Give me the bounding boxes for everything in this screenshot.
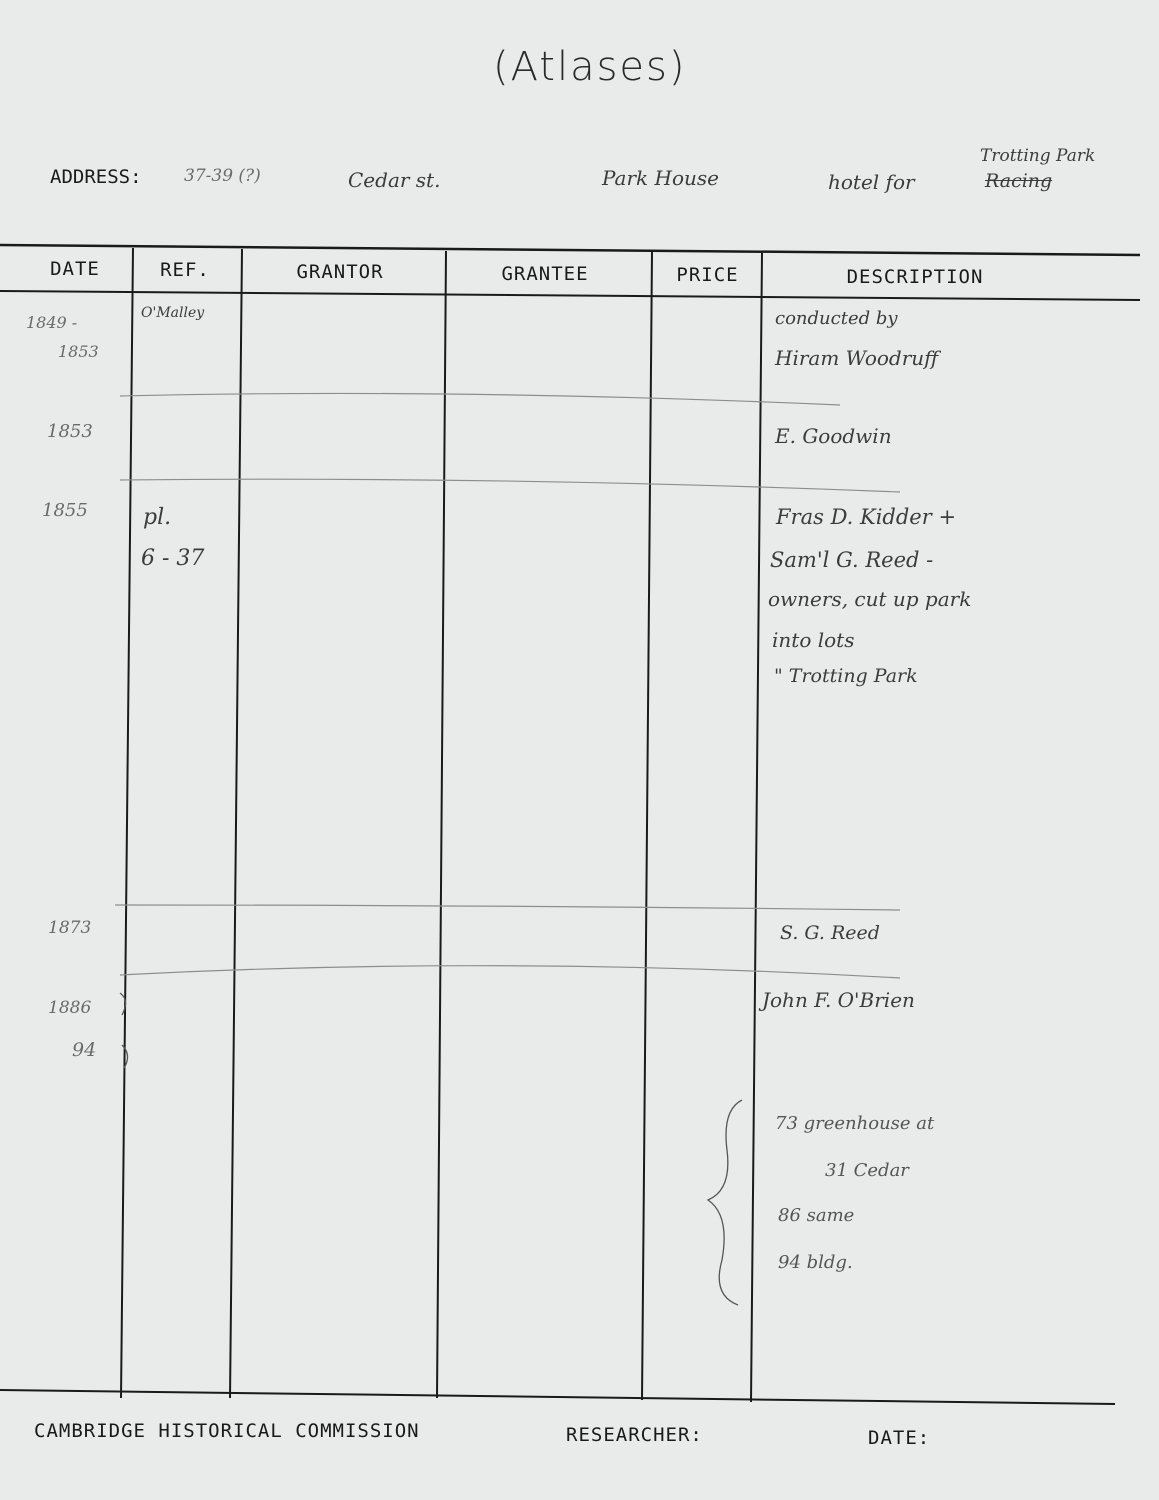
column-header-grantee: GRANTEE [501,263,589,285]
date-label: DATE: [868,1427,931,1449]
researcher-label: RESEARCHER: [566,1424,703,1446]
note-line: 94 bldg. [778,1252,853,1273]
entry-description: conducted by [775,308,898,329]
entry-description: John F. O'Brien [762,988,915,1012]
address-note-struck: Racing [985,170,1053,192]
column-header-date: DATE [50,258,100,280]
entry-ref: pl. [143,505,172,530]
address-building-name: Park House [602,166,719,190]
address-street: Cedar st. [348,168,441,192]
entry-date: 1853 [58,342,99,361]
entry-date: 1873 [48,918,92,938]
column-header-grantor: GRANTOR [296,261,384,283]
entry-date: 94 [72,1039,97,1061]
address-label: ADDRESS: [50,166,142,188]
column-header-ref: REF. [160,259,210,281]
page-title: (Atlases) [493,44,687,90]
note-line: 86 same [778,1205,855,1226]
column-header-description: DESCRIPTION [846,266,984,288]
entry-description: Sam'l G. Reed - [770,548,934,572]
address-number: 37-39 (?) [184,166,261,186]
organization-name: CAMBRIDGE HISTORICAL COMMISSION [34,1420,420,1442]
entry-ref: 6 - 37 [141,546,205,571]
entry-description: E. Goodwin [775,424,892,448]
entry-ref: O'Malley [141,305,205,321]
address-note: hotel for [828,170,915,194]
entry-description: Fras D. Kidder + [776,505,957,529]
entry-description: into lots [772,628,855,652]
address-note-insert: Trotting Park [980,146,1096,166]
entry-date: 1849 - [26,313,78,332]
entry-description: " Trotting Park [774,665,918,687]
entry-description: Hiram Woodruff [775,346,939,370]
entry-description: S. G. Reed [780,922,880,944]
entry-date: 1855 [42,500,88,521]
note-line: 31 Cedar [825,1160,909,1181]
entry-date: 1853 [47,421,93,442]
note-line: 73 greenhouse at [775,1113,935,1134]
entry-date: 1886 [48,998,92,1018]
entry-description: owners, cut up park [768,587,972,611]
column-header-price: PRICE [676,264,739,286]
